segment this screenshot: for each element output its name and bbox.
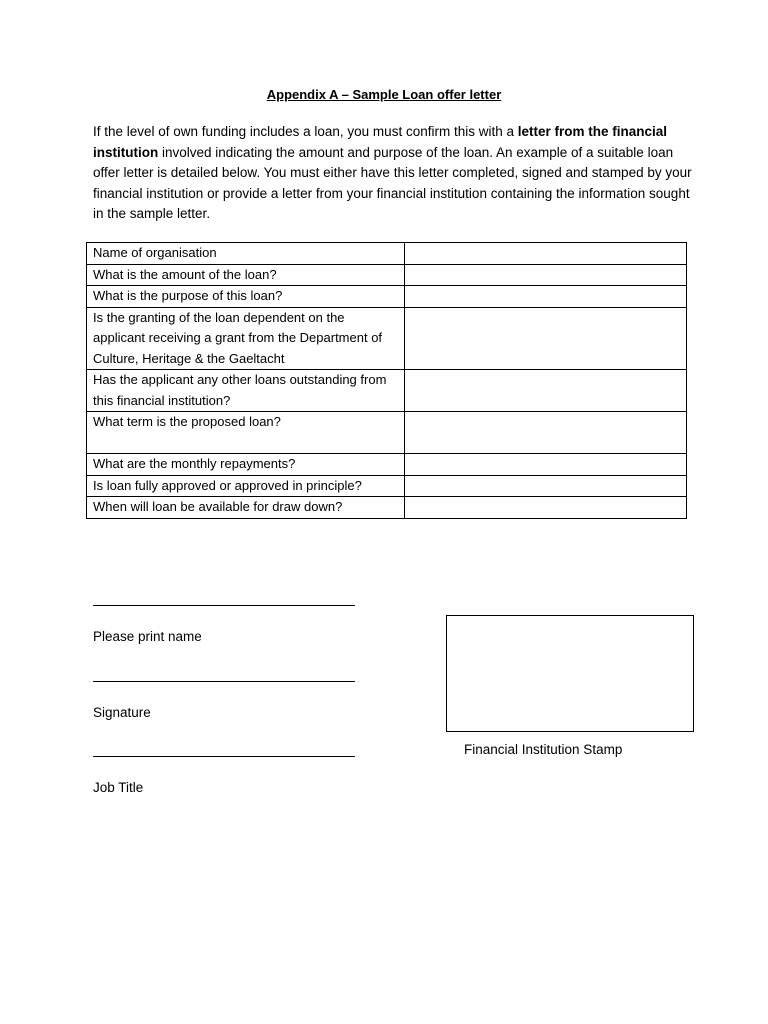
question-cell: Has the applicant any other loans outstanding from this financial institution? — [87, 370, 405, 412]
table-row — [87, 264, 687, 286]
table-row — [87, 497, 687, 519]
table-row — [87, 475, 687, 497]
answer-cell[interactable] — [405, 286, 687, 308]
answer-cell[interactable] — [405, 243, 687, 265]
answer-cell[interactable] — [405, 475, 687, 497]
answer-cell[interactable] — [405, 454, 687, 476]
print-name-label: Please print name — [93, 629, 202, 644]
intro-paragraph — [93, 122, 693, 225]
intro-text-bold: letter from the financial institution — [93, 124, 668, 160]
question-cell: What is the amount of the loan? — [87, 264, 405, 286]
signature-line[interactable] — [93, 681, 355, 682]
table-row — [87, 286, 687, 308]
question-cell: Is the granting of the loan dependent on the applicant receiving a grant from the Department of Culture, Heritage & the Gaeltacht — [87, 307, 405, 370]
answer-cell[interactable] — [405, 370, 687, 412]
print-name-line[interactable] — [93, 605, 355, 606]
answer-cell[interactable] — [405, 497, 687, 519]
job-title-line[interactable] — [93, 756, 355, 757]
table-row — [87, 243, 687, 265]
page-title: Appendix A – Sample Loan offer letter — [266, 87, 502, 102]
question-cell: Is loan fully approved or approved in principle? — [87, 475, 405, 497]
stamp-label: Financial Institution Stamp — [464, 742, 623, 757]
question-cell: When will loan be available for draw down? — [87, 497, 405, 519]
intro-text-1: If the level of own funding includes a loan, you must confirm this with a — [93, 124, 518, 139]
table-row — [87, 412, 687, 454]
table-row — [87, 307, 687, 370]
signature-label: Signature — [93, 705, 151, 720]
question-cell: What is the purpose of this loan? — [87, 286, 405, 308]
answer-cell[interactable] — [405, 412, 687, 454]
job-title-label: Job Title — [93, 780, 144, 795]
table-row — [87, 370, 687, 412]
question-cell: What term is the proposed loan? — [87, 412, 405, 454]
question-cell: What are the monthly repayments? — [87, 454, 405, 476]
answer-cell[interactable] — [405, 307, 687, 370]
loan-info-table — [86, 242, 687, 519]
question-cell: Name of organisation — [87, 243, 405, 265]
answer-cell[interactable] — [405, 264, 687, 286]
intro-text-2: involved indicating the amount and purpose of the loan. An example of a suitable loan offer letter is detailed below. You must either have this letter completed, signed and stamped by your financial institution or provide a letter from your financial institution containing the information sought in the sample letter. — [93, 144, 692, 221]
stamp-box — [446, 615, 694, 732]
table-row — [87, 454, 687, 476]
